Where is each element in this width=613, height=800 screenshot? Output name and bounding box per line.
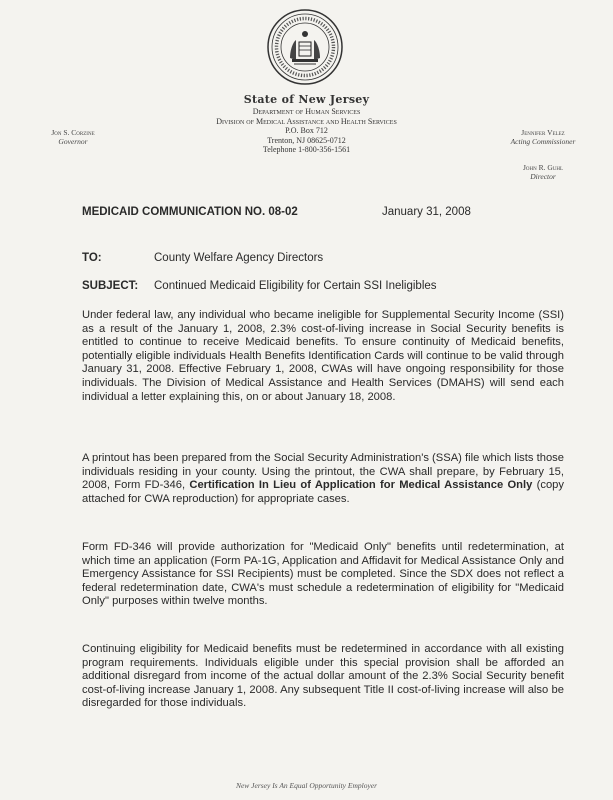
to-line (82, 252, 323, 264)
footer-eoe: New Jersey Is An Equal Opportunity Employer (235, 781, 378, 790)
state-seal-icon (266, 8, 344, 86)
body-paragraph-3: Form FD-346 will provide authorization for "Medicaid Only" benefits until redetermination, at which time an application (Form PA-1G, Application and Affidavit for Medical Assistance Only and Emergency Assistance for SSI Recipients) must be completed. Since the SDX does not reflect a federal redetermination date, CWA's must schedule a redetermination of eligibility for "Medicaid Only" purposes within twelve months. (82, 541, 564, 608)
letterhead (160, 93, 453, 155)
to-label: TO: (82, 252, 102, 264)
p2-text-after: (copy attached for CWA reproduction) for appropriate cases. (82, 479, 564, 505)
department-name: Department of Human Services (252, 107, 361, 116)
subject-line (82, 280, 437, 292)
state-title: State of New Jersey (243, 93, 370, 106)
commissioner-block (488, 128, 598, 146)
communication-date: January 31, 2008 (382, 206, 471, 218)
subject-label: SUBJECT: (82, 280, 139, 292)
commissioner-name: Jennifer Velez (521, 128, 565, 137)
p2-text-before: A printout has been prepared from the Social Security Administration's (SSA) file which lists those individuals residing in your county. Using the printout, the CWA shall prepare, by February 15, 2008, Form FD-346, (82, 452, 564, 492)
body-paragraph-4: Continuing eligibility for Medicaid benefits must be redetermined in accordance with all existing program requirements. Individuals eligible under this special provision shall be afforded an additional disregard from income of the actual dollar amount of the 2.3% Social Security benefit cost-of-living increase January 1, 2008. Any subsequent Title II cost-of-living increase will also be disregarded for those individuals. (82, 643, 564, 710)
to-value: County Welfare Agency Directors (154, 252, 324, 264)
governor-name: Jon S. Corzine (51, 128, 95, 137)
form-title-bold: Certification In Lieu of Application for Medical Assistance Only (189, 479, 533, 492)
governor-title: Governor (58, 137, 88, 146)
governor-block (18, 128, 128, 146)
po-box: P.O. Box 712 (285, 126, 328, 135)
commissioner-title: Acting Commissioner (510, 137, 576, 146)
subject-value: Continued Medicaid Eligibility for Certain SSI Ineligibles (154, 280, 437, 292)
city-address: Trenton, NJ 08625-0712 (267, 135, 346, 145)
director-name: John R. Guhl (522, 163, 564, 172)
body-paragraph-1: Under federal law, any individual who became ineligible for Supplemental Security Income (SSI) as a result of the January 1, 2008, 2.3% cost-of-living increase in Social Security benefits is entitled to continue to receive Medicaid benefits. To ensure continuity of Medicaid benefits, potentially eligible individuals Health Benefits Identification Cards will continue to be valid through January 31, 2008. Effective February 1, 2008, CWAs will have ongoing responsibility for those individuals. The Division of Medical Assistance and Health Services (DMAHS) will send each individual a letter explaining this, on or about January 18, 2008. (82, 309, 564, 403)
telephone: Telephone 1-800-356-1561 (262, 145, 351, 154)
body-paragraph-2 (82, 452, 564, 506)
director-title: Director (530, 172, 556, 181)
director-block (488, 163, 598, 181)
communication-number: MEDICAID COMMUNICATION NO. 08-02 (82, 206, 298, 218)
division-name: Division of Medical Assistance and Health Services (216, 116, 397, 126)
